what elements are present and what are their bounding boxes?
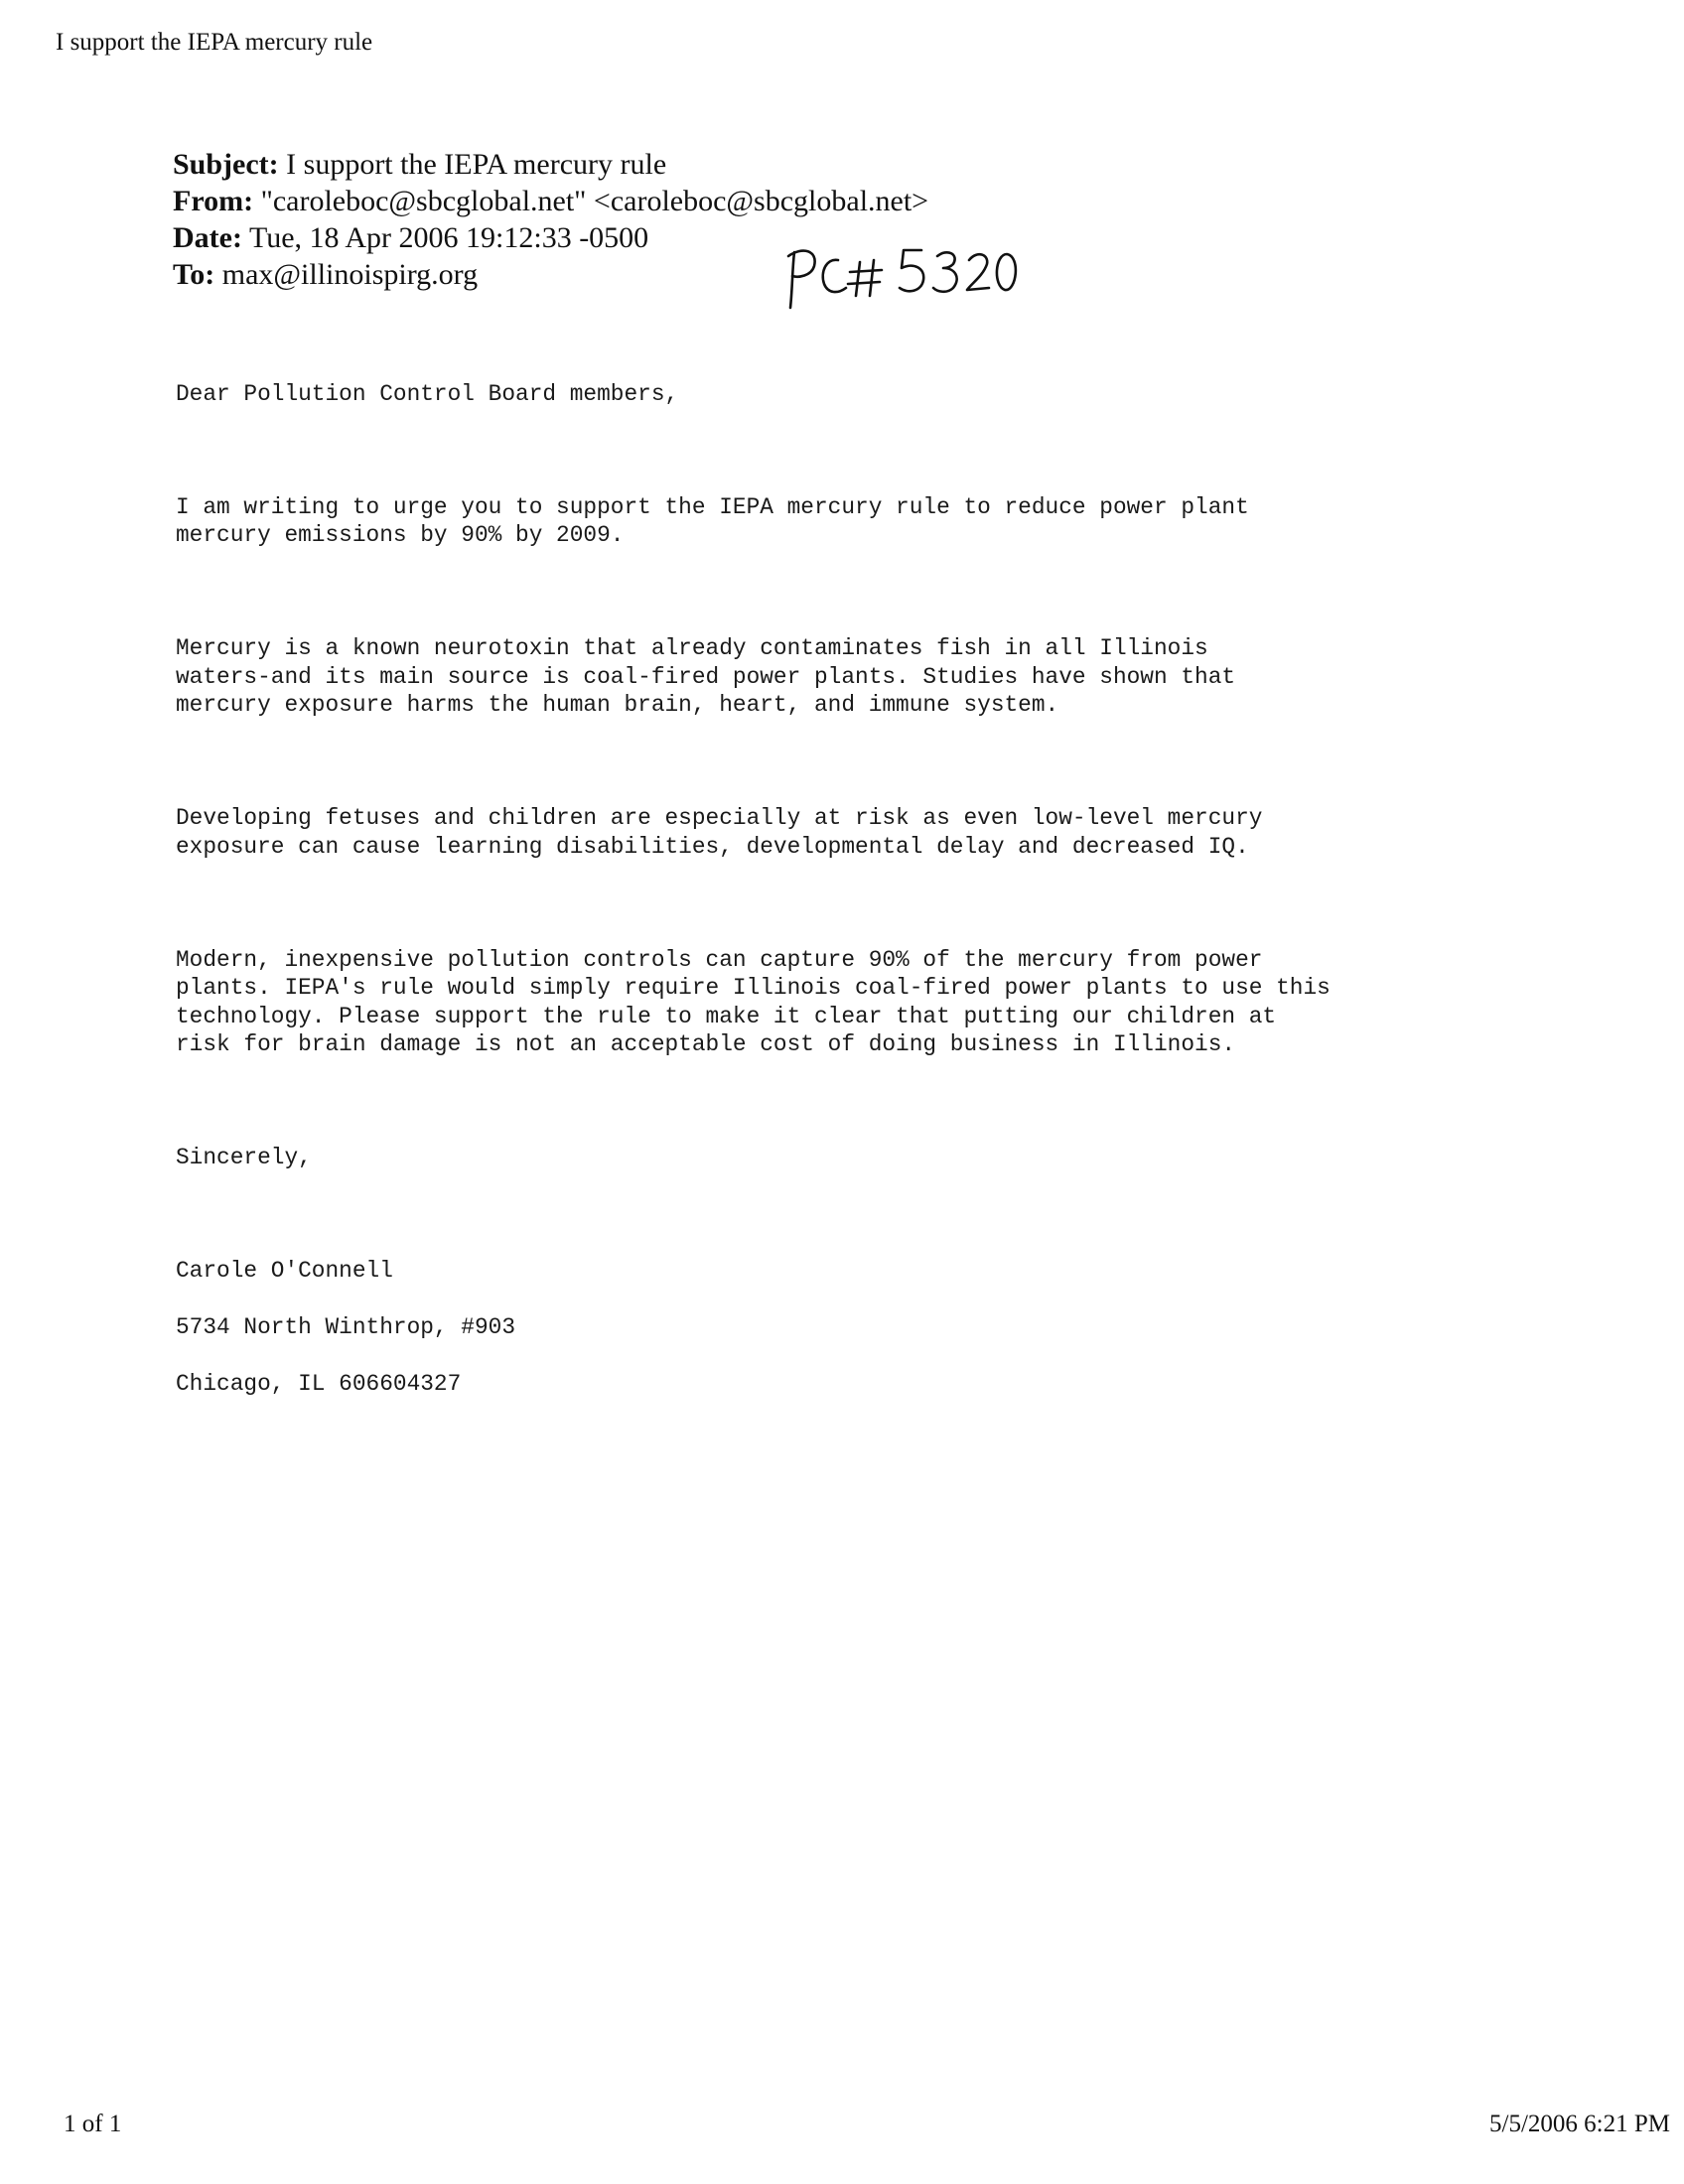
paragraph-1: I am writing to urge you to support the IEPA mercury rule to reduce power plant mercury emissions by 90% by 2009. (176, 493, 1249, 548)
paragraph-gap (176, 1200, 1331, 1229)
paragraph-gap (176, 437, 1331, 466)
signature-address-line-1: 5734 North Winthrop, #903 (176, 1314, 516, 1340)
date-label: Date: (173, 221, 242, 254)
subject-row (173, 147, 928, 184)
date-value: Tue, 18 Apr 2006 19:12:33 -0500 (248, 221, 649, 254)
signature-name: Carole O'Connell (176, 1258, 393, 1284)
from-value: "caroleboc@sbcglobal.net" <caroleboc@sbcglobal.net> (260, 185, 929, 217)
signature-address-line-2: Chicago, IL 606604327 (176, 1371, 462, 1397)
paragraph-gap (176, 748, 1331, 776)
subject-label: Subject: (173, 148, 279, 181)
print-header-title: I support the IEPA mercury rule (56, 29, 373, 56)
subject-value: I support the IEPA mercury rule (286, 148, 667, 181)
paragraph-gap (176, 578, 1331, 607)
to-value: max@illinoispirg.org (221, 258, 479, 291)
from-row (173, 184, 928, 220)
print-timestamp: 5/5/2006 6:21 PM (1489, 2111, 1670, 2137)
handwritten-pc-number-note (784, 238, 1023, 318)
email-body (176, 351, 1331, 1427)
paragraph-gap (176, 1087, 1331, 1116)
paragraph-gap (176, 889, 1331, 918)
closing: Sincerely, (176, 1145, 312, 1170)
page-number: 1 of 1 (64, 2111, 122, 2137)
paragraph-4: Modern, inexpensive pollution controls can capture 90% of the mercury from power plants. IEPA's rule would simply require Illinois coal-fired power plants to use this technology. Please support the rule to make it clear that putting our children at risk for brain damage is not an acceptable cost of doing business in Illinois. (176, 946, 1331, 1057)
to-label: To: (173, 258, 215, 291)
paragraph-3: Developing fetuses and children are especially at risk as even low-level mercury exposure can cause learning disabilities, developmental delay and decreased IQ. (176, 805, 1263, 860)
salutation: Dear Pollution Control Board members, (176, 380, 679, 407)
from-label: From: (173, 185, 254, 217)
paragraph-2: Mercury is a known neurotoxin that already contaminates fish in all Illinois waters-and its main source is coal-fired power plants. Studies have shown that mercury exposure harms the human brain, heart, and immune system. (176, 635, 1236, 718)
